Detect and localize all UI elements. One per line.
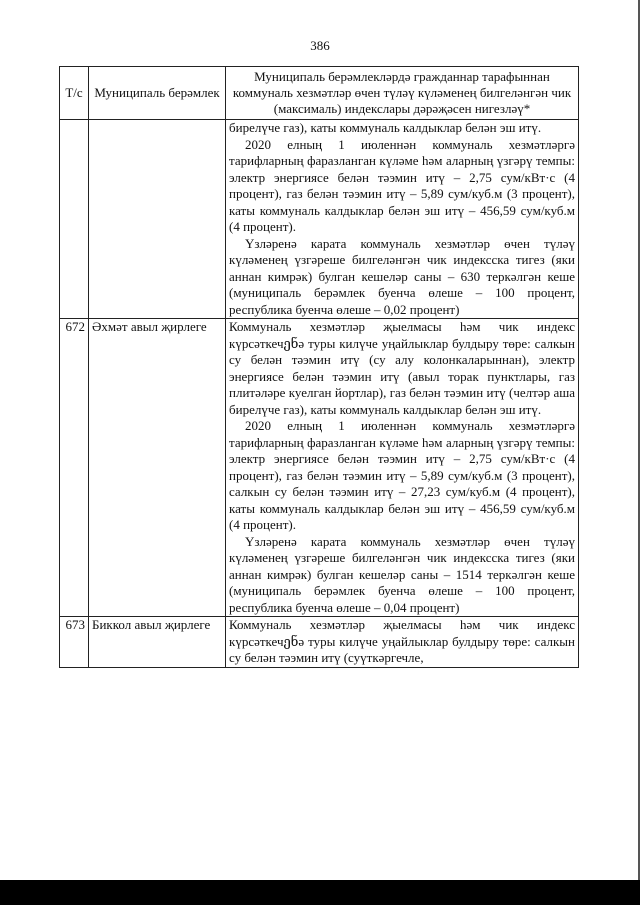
row-number xyxy=(60,120,89,319)
table-row xyxy=(60,617,579,668)
table-row xyxy=(60,120,579,319)
row-paragraph: Үзләренә карата коммуналь хезмәтләр өчен түләү күләменең үзгәреше билгеләнгән чик индексска тигез (яки аннан кимрәк) булган кешеләр саны – 1514 теркәлгән кеше (муниципаль берәмлек буенча өлеше – 100 процент, республика буенча өлеше – 0,04 процент) xyxy=(229,533,575,615)
row-paragraph: 2020 елның 1 июленнән коммуналь хезмәтләргә тарифларның фаразланган күләме һәм аларның үзгәрү темпы: электр энергиясе белән тәэмин итү – 2,75 сум/кВт·с (4 процент), газ белән тәэмин итү – 5,89 сум/куб.м (3 процент), салкын су белән тәэмин итү – 27,23 сум/куб.м (4 процент), каты коммуналь калдыклар белән эш итү – 456,59 сум/куб.м (4 процент). xyxy=(229,418,575,532)
tariff-table xyxy=(59,66,579,668)
row-paragraph: Коммуналь хезмәтләр җыелмасы һәм чик индекс күрсәткечენә туры килүче уңайлыклар булдыру төре: салкын су белән тәэмин итү (су алу колонкаларыннан), электр энергиясе белән тәэмин итү (авыл торак пунктлары, газ плитәләре куелган йортлар), газ белән тәэмин итү (челтәр аша бирелүче газ), каты коммуналь калдыклар белән эш итү. xyxy=(229,319,575,417)
page-number: 386 xyxy=(310,38,330,53)
table-header-row xyxy=(60,67,579,120)
row-content xyxy=(226,120,579,319)
row-paragraph: бирелүче газ), каты коммуналь калдыклар белән эш итү. xyxy=(229,120,542,135)
scan-border xyxy=(0,880,640,905)
row-municipality: Биккол авыл җирлеге xyxy=(89,617,226,668)
row-paragraph: Үзләренә карата коммуналь хезмәтләр өчен түләү күләменең үзгәреше билгеләнгән чик индексска тигез (яки аннан кимрәк) булган кешеләр саны – 630 теркәлгән кеше (муниципаль берәмлек буенча өлеше – 100 процент, республика буенча өлеше – 0,02 процент) xyxy=(229,235,575,317)
row-number: 673 xyxy=(60,617,89,668)
row-paragraph: 2020 елның 1 июленнән коммуналь хезмәтләргә тарифларның фаразланган күләме һәм аларның үзгәрү темпы: электр энергиясе белән тәэмин итү – 2,75 сум/кВт·с (4 процент), газ белән тәэмин итү – 5,89 сум/куб.м (3 процент), каты коммуналь калдыклар белән эш итү – 456,59 сум/куб.м (4 процент). xyxy=(229,136,575,234)
row-content xyxy=(226,617,579,668)
header-municipality: Муниципаль берәмлек xyxy=(89,67,226,120)
row-paragraph: Коммуналь хезмәтләр җыелмасы һәм чик индекс күрсәткечენә туры килүче уңайлыклар булдыру төре: салкын су белән тәэмин итү (суүткәргечле, xyxy=(229,617,575,665)
header-number: Т/с xyxy=(60,67,89,120)
row-content xyxy=(226,319,579,617)
row-number: 672 xyxy=(60,319,89,617)
table-row xyxy=(60,319,579,617)
row-municipality xyxy=(89,120,226,319)
row-municipality: Әхмәт авыл җирлеге xyxy=(89,319,226,617)
header-justification: Муниципаль берәмлекләрдә гражданнар тарафыннан коммуналь хезмәтләр өчен түләү күләменең билгеләнгән чик (максималь) индекслары дәрәҗәсен нигезләү* xyxy=(226,67,579,120)
